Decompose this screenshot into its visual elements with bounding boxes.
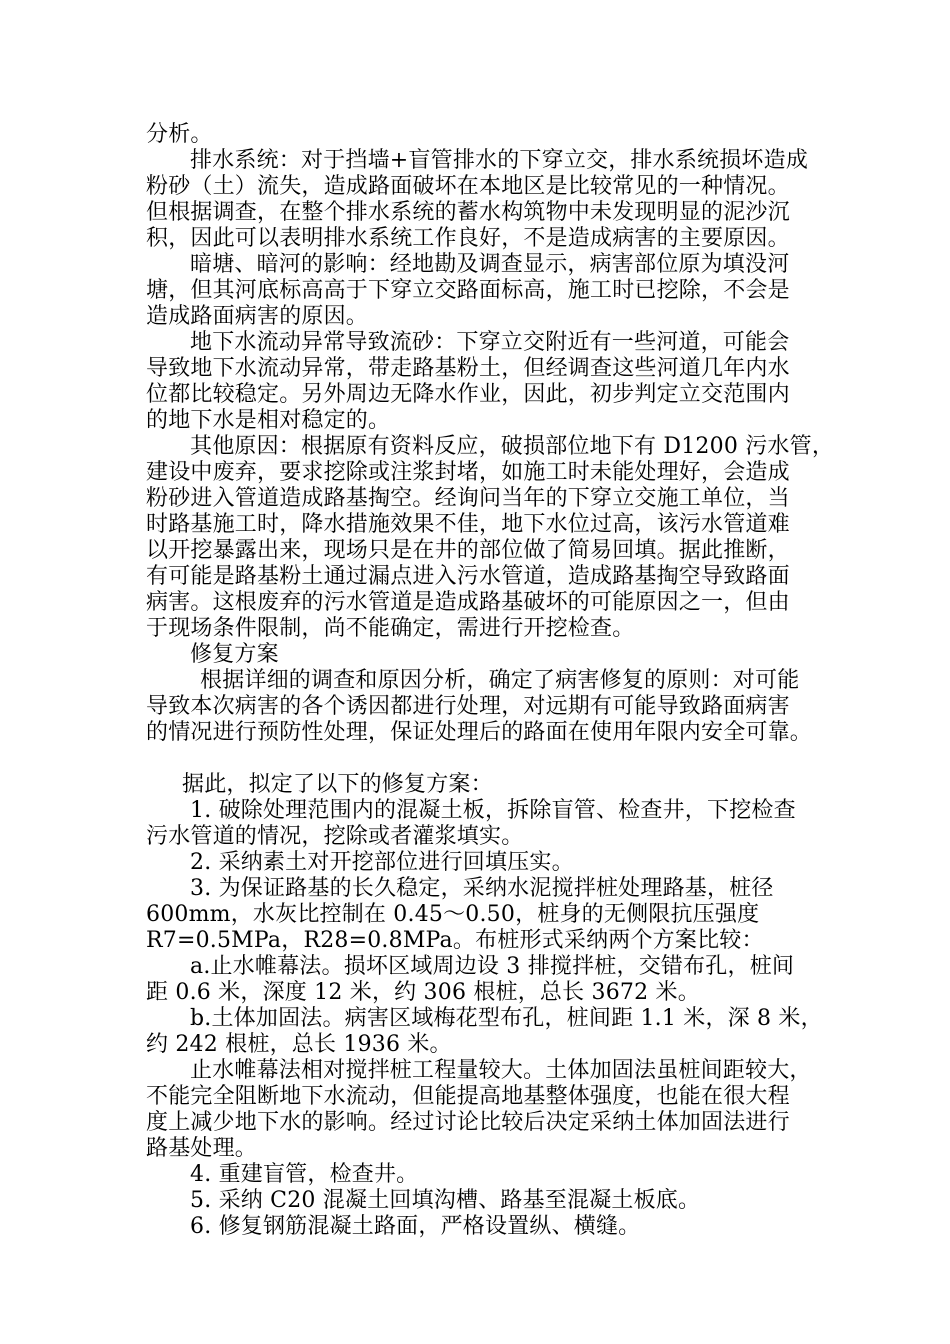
text-line: 路基处理。 [146,1136,258,1161]
text-line: 据此，拟定了以下的修复方案： [182,772,493,797]
text-line: 600mm，水灰比控制在 0.45～0.50，桩身的无侧限抗压强度 [146,902,760,927]
text-line: 积，因此可以表明排水系统工作良好，不是造成病害的主要原因。 [146,226,790,251]
text-line: 度上减少地下水的影响。经过讨论比较后决定采纳土体加固法进行 [146,1110,790,1135]
text-line: 约 242 根桩，总长 1936 米。 [146,1032,452,1057]
list-item: 6. 修复钢筋混凝土路面，严格设置纵、横缝。 [190,1214,641,1239]
text-line: 的情况进行预防性处理，保证处理后的路面在使用年限内安全可靠。 [146,720,813,745]
text-line: 有可能是路基粉土通过漏点进入污水管道，造成路基掏空导致路面 [146,564,790,589]
list-item: 3. 为保证路基的长久稳定，采纳水泥搅拌桩处理路基，桩径 [190,876,774,901]
text-line: 造成路面病害的原因。 [146,304,369,329]
text-line: 止水帷幕法相对搅拌桩工程量较大。土体加固法虽桩间距较大， [190,1058,812,1083]
sub-list-item: a.止水帷幕法。损坏区域周边设 3 排搅拌桩，交错布孔，桩间 [190,954,795,979]
sub-list-item: b.土体加固法。病害区域梅花型布孔，桩间距 1.1 米，深 8 米， [190,1006,823,1031]
text-line: R7=0.5MPa，R28=0.8MPa。布桩形式采纳两个方案比较： [146,928,764,953]
text-line: 粉砂进入管道造成路基掏空。经询问当年的下穿立交施工单位，当 [146,486,790,511]
text-line: 分析。 [146,122,213,147]
list-item: 1. 破除处理范围内的混凝土板，拆除盲管、检查井，下挖检查 [190,798,796,823]
text-line: 地下水流动异常导致流砂：下穿立交附近有一些河道，可能会 [190,330,790,355]
text-line: 时路基施工时，降水措施效果不佳，地下水位过高，该污水管道难 [146,512,790,537]
text-line: 不能完全阻断地下水流动，但能提高地基整体强度，也能在很大程 [146,1084,790,1109]
list-item: 2. 采纳素土对开挖部位进行回填压实。 [190,850,574,875]
text-line: 但根据调查，在整个排水系统的蓄水构筑物中未发现明显的泥沙沉 [146,200,790,225]
text-line: 导致本次病害的各个诱因都进行处理，对远期有可能导致路面病害 [146,694,790,719]
text-line: 污水管道的情况，挖除或者灌浆填实。 [146,824,524,849]
text-line: 以开挖暴露出来，现场只是在井的部位做了简易回填。据此推断， [146,538,790,563]
text-line: 根据详细的调查和原因分析，确定了病害修复的原则：对可能 [200,668,800,693]
list-item: 5. 采纳 C20 混凝土回填沟槽、路基至混凝土板底。 [190,1188,701,1213]
text-line: 的地下水是相对稳定的。 [146,408,391,433]
text-line: 于现场条件限制，尚不能确定，需进行开挖检查。 [146,616,635,641]
blank-line [146,746,818,772]
text-line: 导致地下水流动异常，带走路基粉土，但经调查这些河道几年内水 [146,356,790,381]
document-body [146,122,835,1240]
text-line: 建设中废弃，要求挖除或注浆封堵，如施工时未能处理好，会造成 [146,460,790,485]
text-line: 病害。这根废弃的污水管道是造成路基破坏的可能原因之一，但由 [146,590,790,615]
text-line: 距 0.6 米，深度 12 米，约 306 根桩，总长 3672 米。 [146,980,700,1005]
text-line: 粉砂（土）流失，造成路面破坏在本地区是比较常见的一种情况。 [146,174,790,199]
text-line: 塘，但其河底标高高于下穿立交路面标高，施工时已挖除，不会是 [146,278,790,303]
text-line: 排水系统：对于挡墙+盲管排水的下穿立交，排水系统损坏造成 [190,148,809,173]
text-line: 其他原因：根据原有资料反应，破损部位地下有 D1200 污水管， [190,434,835,459]
list-item: 4. 重建盲管，检查井。 [190,1162,419,1187]
section-heading: 修复方案 [190,642,279,667]
text-line: 暗塘、暗河的影响：经地勘及调查显示，病害部位原为填没河 [190,252,790,277]
text-line: 位都比较稳定。另外周边无降水作业，因此，初步判定立交范围内 [146,382,790,407]
